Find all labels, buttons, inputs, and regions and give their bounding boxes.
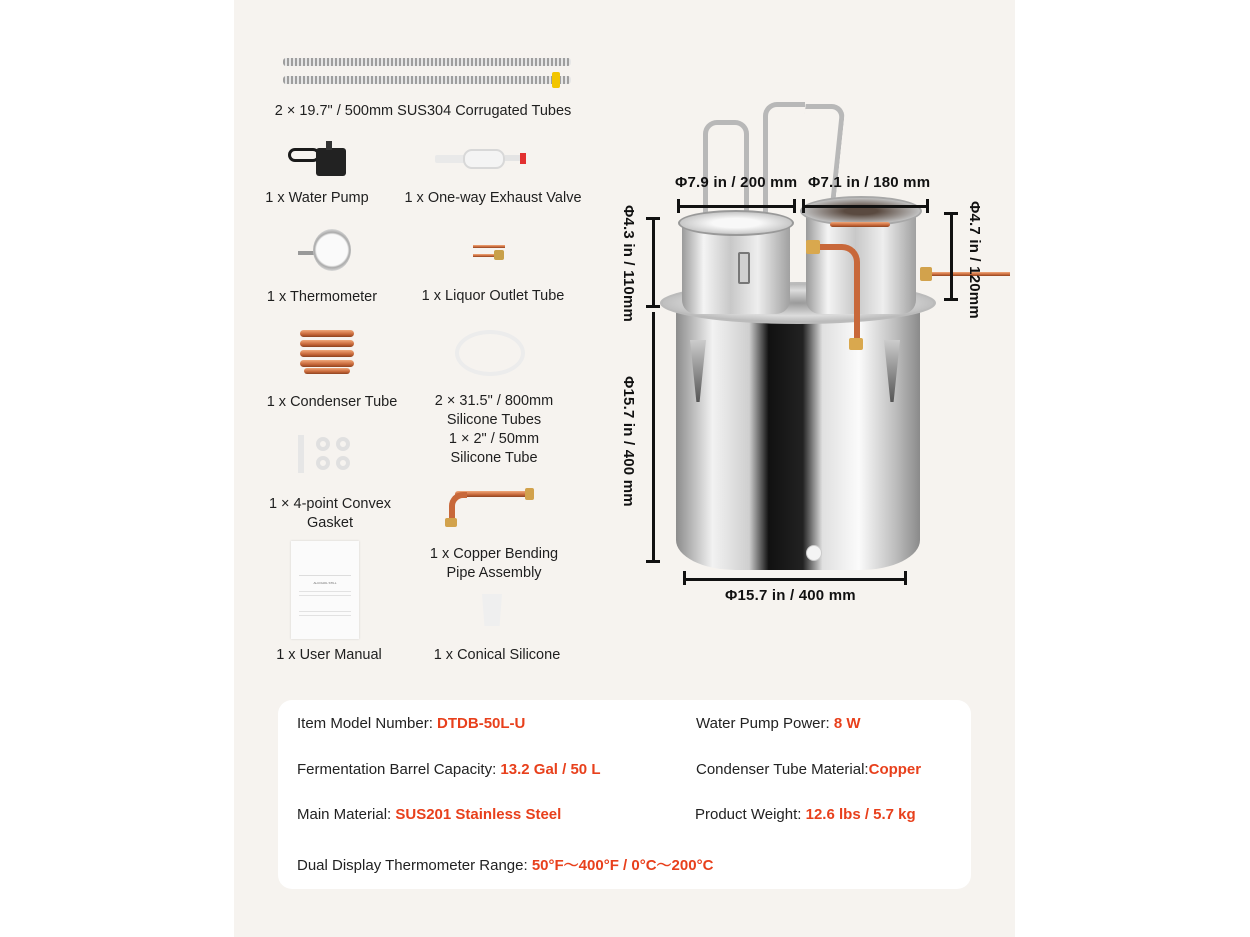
corrugated-tube-image: [283, 58, 571, 66]
spec-thermometer-range: Dual Display Thermometer Range: 50°F～400°F / 0°C～200°C: [297, 857, 714, 874]
spec-main-material: Main Material: SUS201 Stainless Steel: [297, 806, 562, 823]
condenser-coil-image: [300, 330, 356, 376]
dim-tick: [646, 217, 660, 220]
caption-condenser-tube: 1 x Condenser Tube: [266, 394, 398, 410]
dim-line: [652, 312, 655, 562]
dim-tick: [802, 199, 805, 213]
dim-barrel-width: Φ15.7 in / 400 mm: [725, 587, 856, 604]
brass-nut: [806, 240, 820, 254]
spec-model-number: Item Model Number: DTDB-50L-U: [297, 715, 526, 732]
dim-tick: [677, 199, 680, 213]
caption-conical-silicone: 1 x Conical Silicone: [433, 647, 561, 663]
specs-card: [278, 700, 971, 889]
caption-gasket: 1 × 4-point Convex Gasket: [268, 496, 392, 531]
caption-water-pump: 1 x Water Pump: [265, 190, 369, 206]
spec-product-weight: Product Weight: 12.6 lbs / 5.7 kg: [695, 806, 916, 823]
caption-corrugated-tubes: 2 × 19.7" / 500mm SUS304 Corrugated Tubes: [274, 103, 572, 119]
dim-pot-width: Φ7.9 in / 200 mm: [675, 174, 798, 191]
caption-liquor-outlet: 1 x Liquor Outlet Tube: [421, 288, 565, 304]
dim-line: [652, 218, 655, 306]
liquor-outlet-tube-image: [473, 254, 495, 257]
connector-copper-pipe: [810, 244, 860, 348]
dim-tick: [646, 560, 660, 563]
dim-line: [950, 213, 953, 299]
caption-user-manual: 1 x User Manual: [276, 647, 382, 663]
spec-pump-power: Water Pump Power: 8 W: [696, 715, 861, 732]
thermometer-image: [298, 229, 358, 273]
yellow-nut-icon: [552, 72, 560, 88]
dim-tick: [904, 571, 907, 585]
conical-silicone-image: [482, 594, 502, 626]
gasket-image: [298, 435, 358, 475]
spec-condenser-material: Condenser Tube Material:Copper: [696, 761, 922, 778]
dim-barrel-height: Φ15.7 in / 400 mm: [620, 376, 637, 507]
pot-latch: [738, 252, 750, 284]
caption-copper-bending: 1 x Copper Bending Pipe Assembly: [429, 546, 559, 581]
condenser-coil-inside: [830, 222, 890, 227]
fermentation-barrel: [676, 300, 920, 570]
dim-condenser-width: Φ7.1 in / 180 mm: [808, 174, 931, 191]
liquor-outlet-tube-image: [473, 245, 505, 248]
pot-lid: [678, 210, 794, 236]
caption-exhaust-valve: 1 x One-way Exhaust Valve: [404, 190, 582, 206]
dim-condenser-height: Φ4.7 in / 120mm: [966, 201, 983, 319]
brass-nut: [849, 338, 863, 350]
caption-thermometer: 1 x Thermometer: [266, 289, 378, 305]
silicone-tube-image: [455, 330, 525, 376]
water-pump-image: [288, 140, 358, 180]
copper-bending-pipe-image: [443, 488, 535, 530]
caption-silicone-tubes: 2 × 31.5" / 800mm Silicone Tubes 1 × 2" / 50mm Silicone Tube: [434, 393, 554, 466]
dim-tick: [683, 571, 686, 585]
dim-pot-height: Φ4.3 in / 110mm: [620, 205, 637, 323]
dim-line: [684, 578, 906, 581]
user-manual-image: ALCOHOL STILL: [291, 541, 359, 639]
dim-tick: [793, 199, 796, 213]
dim-tick: [944, 212, 958, 215]
exhaust-valve-image: [435, 148, 530, 170]
brass-fitting-icon: [494, 250, 504, 260]
barrel-label: [806, 545, 822, 561]
dim-tick: [944, 298, 958, 301]
spec-barrel-capacity: Fermentation Barrel Capacity: 13.2 Gal / 50 L: [297, 761, 601, 778]
dim-tick: [646, 305, 660, 308]
dim-line: [678, 205, 795, 208]
dim-tick: [926, 199, 929, 213]
outlet-fitting: [920, 267, 932, 281]
dim-line: [803, 205, 928, 208]
corrugated-tube-image: [283, 76, 571, 84]
